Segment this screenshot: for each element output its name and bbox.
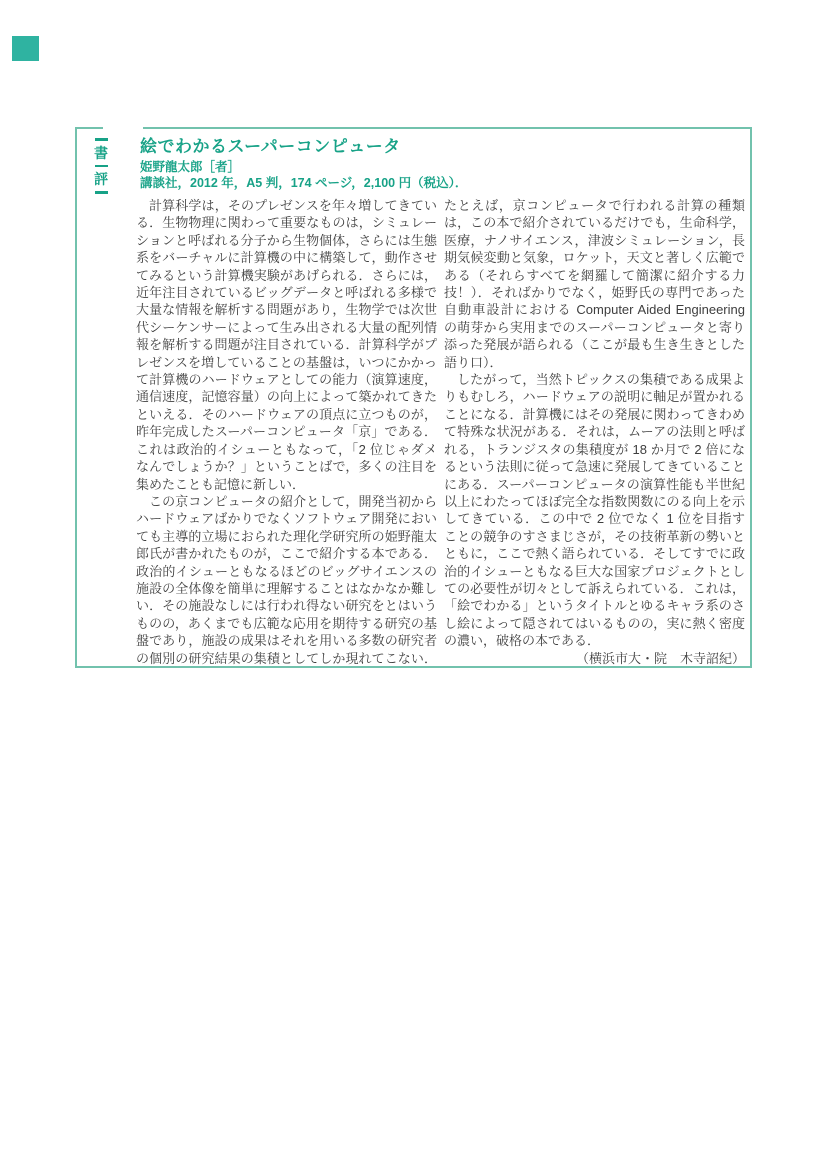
label-char-sho: 書	[94, 144, 108, 161]
corner-accent-square	[12, 36, 39, 61]
label-dash	[95, 191, 108, 194]
label-char-hyo: 評	[94, 171, 108, 187]
review-box-border-gap	[103, 127, 143, 129]
label-dash	[95, 165, 108, 168]
review-header	[140, 137, 700, 191]
book-review-vertical-label	[88, 138, 114, 194]
book-title: 絵でわかるスーパーコンピュータ	[140, 137, 401, 156]
review-paragraph: 計算科学は，そのプレゼンスを年々増してきている．生物物理に関わって重要なものは，シミュレーションと呼ばれる分子から生物個体，さらには生態系をバーチャルに計算機の中に構築して，動作させてみるという計算機実験があげられる．さらには，近年注目されているビッグデータと呼ばれる多様で大量な情報を解析する問題があり，生物学では次世代シーケンサーによって生み出される大量の配列情報を解析する問題が注目されている．計算科学がプレゼンスを増していることの基盤は，いつにかかって計算機のハードウェアとしての能力（演算速度，通信速度，記憶容量）の向上によって築かれてきたといえる．そのハードウェアの頂点に立つものが，昨年完成したスーパーコンピュータ「京」である．これは政治的イシューともなって，「2 位じゃダメなんでしょうか？」ということばで，多くの注目を集めたことも記憶に新しい．	[136, 198, 437, 492]
review-paragraph: したがって，当然トピックスの集積である成果よりもむしろ，ハードウェアの説明に軸足が置かれることになる．計算機にはその発展に関わってきわめて特殊な状況がある．それは，ムーアの法則と呼ばれる，トランジスタの集積度が 18 か月で 2 倍になるという法則に従って急速に発展してきていることにある．スーパーコンピュータの演算性能も半世紀以上にわたってほぼ完全な指数関数にのる向上を示してきている．この中で 2 位でなく 1 位を目指すことの競争のすさまじさが，その技術革新の勢いとともに，ここで熱く語られている．そしてすでに政治的イシューともなる巨大な国家プロジェクトとしての必要性が切々として訴えられている．これは，「絵でわかる」というタイトルとゆるキャラ系のさし絵によって隠されてはいるものの，実に熱く密度の濃い，破格の本である．	[444, 372, 745, 649]
book-author: 姫野龍太郎［者］	[140, 160, 241, 174]
review-body-columns	[136, 197, 745, 669]
reviewer-signature: （横浜市大・院 木寺詔紀）	[575, 650, 745, 666]
book-publication-info: 講談社，2012 年，A5 判，174 ページ，2,100 円（税込）．	[140, 176, 468, 190]
label-dash	[95, 138, 108, 141]
review-paragraph: この京コンピュータの紹介として，開発当初からハードウェアばかりでなくソフトウェア開発においても主導的立場におられた理化学研究所の姫野龍太郎氏が書かれたものが，ここで紹介する本である．政治的イシューともなるほどのビッグサイエンスの施設の全体像を簡単に理解することはなかなか難しい．その施設なしには行われ得ない研究をとはいうものの，あくまでも広範な応用を期待する研究の基盤であり，施設の成果はそれを用いる多数の研究者の個別の研究結果の集積としてしか現れてこない．たとえば，京コンピュータで行われる計算の種類は，この本で紹介されているだけでも，生命科学，医療，ナノサイエンス，津波シミュレーション，長期気候変動と気象，ロケット，天文と著しく広範である（それらすべてを網羅して簡潔に紹介する力技！）．そればかりでなく，姫野氏の専門であった自動車設計における Computer Aided Engineering の萌芽から実用までのスーパーコンピュータと寄り添った発展が語られる（ここが最も生き生きとした語り口）．	[136, 198, 745, 666]
